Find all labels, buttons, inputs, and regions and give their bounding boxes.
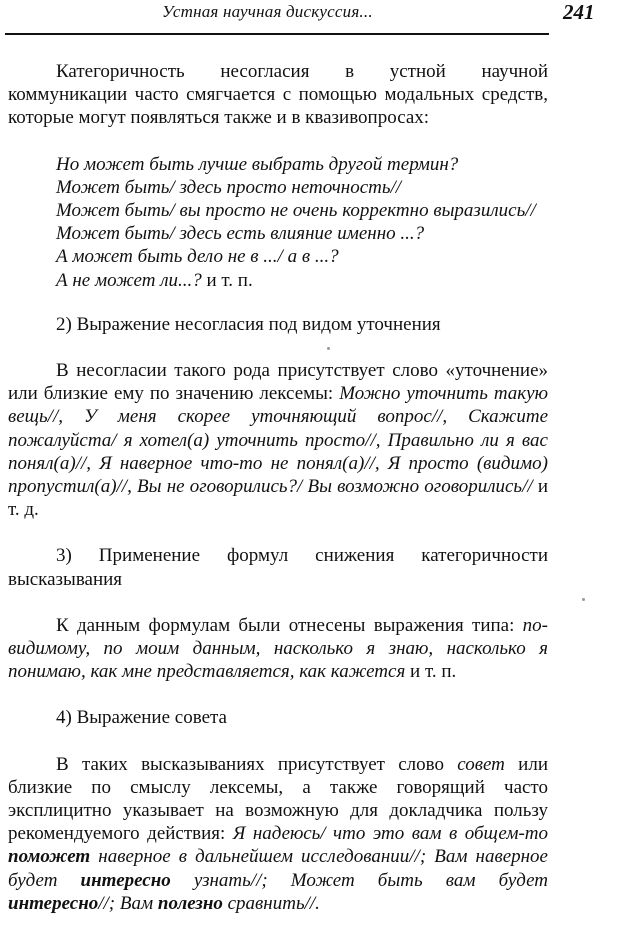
paragraph-intro: Категоричность несогласия в устной научной коммуникации часто смягчается с помощью модальных средств, которые могут появляться также и в квазивопросах: bbox=[8, 61, 548, 129]
header-rule bbox=[5, 33, 549, 35]
paragraph-examples: Можно уточнить такую вещь//, У меня скорее уточняющий вопрос//, Скажите пожалуйста/ я хотел(а) уточнить просто//, Правильно ли я вас понял(а)//, Я наверное что-то не понял(а)//, Я просто (видимо) пропустил(а)//, Вы не оговорились?/ Вы возможно оговорились// bbox=[8, 383, 549, 498]
scan-speck bbox=[582, 598, 585, 601]
example-line: А может быть дело не в .../ а в ...? bbox=[56, 246, 339, 268]
running-title: Устная научная дискуссия... bbox=[162, 2, 373, 21]
paragraph-middle: или близкие по смыслу лексемы, а также говорящий часто эксплицитно указывает на возможную для докладчика пользу рекомендуемого действия: bbox=[8, 753, 548, 845]
section-heading-4: 4) Выражение совета bbox=[56, 707, 227, 729]
paragraph-lead: К данным формулам были отнесены выражения типа: bbox=[56, 614, 523, 636]
paragraph-clarification bbox=[8, 359, 548, 521]
example-text: А не может ли...? bbox=[56, 269, 202, 291]
scan-speck bbox=[327, 347, 330, 350]
page-body bbox=[8, 60, 548, 915]
paragraph-tail: и т. д. bbox=[8, 476, 549, 521]
example-line: Может быть/ здесь просто неточность// bbox=[56, 176, 402, 198]
example-fragment: Я надеюсь/ что это вам в общем-то bbox=[232, 823, 548, 845]
page-number: 241 bbox=[563, 0, 595, 24]
section-heading-3: 3) Применение формул снижения категоричности высказывания bbox=[8, 545, 548, 590]
example-fragment: узнать//; Может быть вам будет bbox=[170, 869, 548, 891]
bold-keyword: полезно bbox=[157, 892, 223, 914]
keyword-sovet: совет bbox=[457, 753, 505, 775]
example-list bbox=[56, 153, 548, 292]
paragraph-examples: по-видимому, по моим данным, насколько я знаю, насколько я понимаю, как мне представляется, как кажется bbox=[8, 614, 548, 683]
example-tail: и т. п. bbox=[201, 269, 253, 291]
example-line: Но может быть лучше выбрать другой термин? bbox=[56, 153, 459, 175]
paragraph-formulas bbox=[8, 614, 548, 684]
example-fragment: наверное в дальнейшем исследовании//; Вам наверное будет bbox=[8, 846, 548, 891]
section-heading-2: 2) Выражение несогласия под видом уточнения bbox=[56, 313, 441, 335]
paragraph-lead: В таких высказываниях присутствует слово bbox=[56, 753, 458, 775]
bold-keyword: поможет bbox=[8, 846, 91, 868]
example-line: Может быть/ вы просто не очень корректно выразились// bbox=[56, 200, 536, 222]
example-fragment: сравнить//. bbox=[222, 892, 320, 914]
bold-keyword: интересно bbox=[80, 869, 171, 891]
example-line: Может быть/ здесь есть влияние именно ...? bbox=[56, 223, 425, 245]
example-line-last bbox=[56, 269, 548, 292]
running-header bbox=[0, 0, 620, 40]
paragraph-lead: В несогласии такого рода присутствует слово «уточнение» или близкие ему по значению лексемы: bbox=[8, 360, 548, 405]
paragraph-advice bbox=[8, 753, 548, 915]
paragraph-tail: и т. п. bbox=[405, 661, 457, 683]
bold-keyword: интересно bbox=[8, 892, 99, 914]
example-fragment: //; Вам bbox=[98, 892, 158, 914]
